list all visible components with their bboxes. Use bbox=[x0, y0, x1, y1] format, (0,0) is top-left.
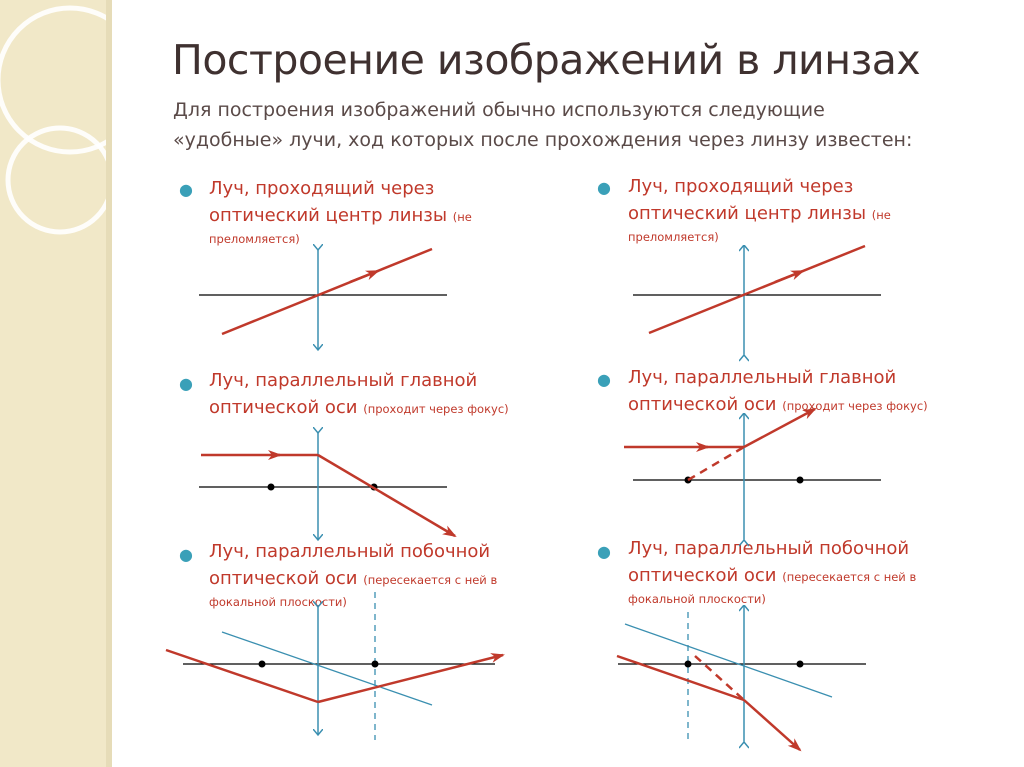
caption-line: оптический центр линзы bbox=[628, 203, 867, 224]
bullet-dot-icon: ● bbox=[179, 545, 193, 564]
caption-line: Луч, параллельный побочной bbox=[628, 538, 910, 559]
caption-note: (проходит через фокус) bbox=[782, 399, 928, 413]
caption-line: Луч, проходящий через bbox=[209, 178, 435, 199]
caption-note: фокальной плоскости) bbox=[209, 595, 347, 609]
bullet-dot-icon: ● bbox=[179, 374, 193, 393]
caption-line: Луч, проходящий через bbox=[628, 176, 854, 197]
focus-point bbox=[685, 661, 692, 668]
focus-point bbox=[259, 661, 266, 668]
caption-line: оптической оси bbox=[209, 397, 358, 418]
focus-point bbox=[797, 477, 804, 484]
ray-refracted bbox=[318, 455, 455, 536]
secondary-axis bbox=[222, 632, 432, 705]
intro-line-2: «удобные» лучи, ход которых после прохождения через линзу известен: bbox=[173, 129, 913, 151]
focus-point bbox=[268, 484, 275, 491]
caption-line: Луч, параллельный побочной bbox=[209, 541, 491, 562]
caption-note: преломляется) bbox=[209, 232, 300, 246]
caption-note: (не bbox=[871, 208, 891, 222]
caption-note: (не bbox=[452, 210, 472, 224]
ray-refracted bbox=[318, 655, 503, 702]
caption-line: оптический центр линзы bbox=[209, 205, 448, 226]
caption-note: (пересекается с ней в bbox=[363, 573, 498, 587]
ray bbox=[222, 249, 432, 334]
diagram-right-1 bbox=[633, 245, 881, 355]
caption-line: Луч, параллельный главной bbox=[209, 370, 478, 391]
ray-incident bbox=[617, 656, 744, 700]
ray bbox=[649, 246, 865, 333]
caption-note: (проходит через фокус) bbox=[363, 402, 509, 416]
bullet-dot-icon: ● bbox=[597, 178, 611, 197]
caption-note: фокальной плоскости) bbox=[628, 592, 766, 606]
diagram-right-2 bbox=[624, 409, 881, 540]
ray-arrow bbox=[350, 271, 378, 282]
caption-note: (пересекается с ней в bbox=[782, 570, 917, 584]
diagram-right-3 bbox=[617, 605, 866, 750]
caption-line: оптической оси bbox=[209, 568, 358, 589]
ray-refracted bbox=[744, 700, 800, 750]
ray-arrow bbox=[775, 271, 803, 282]
slide-title: Построение изображений в линзах bbox=[172, 36, 921, 84]
focus-point bbox=[372, 661, 379, 668]
diagram-left-1 bbox=[199, 249, 447, 350]
caption-line: оптической оси bbox=[628, 565, 777, 586]
caption-note: преломляется) bbox=[628, 230, 719, 244]
bullet-dot-icon: ● bbox=[597, 542, 611, 561]
bullet-dot-icon: ● bbox=[597, 370, 611, 389]
bullet-dot-icon: ● bbox=[179, 180, 193, 199]
intro-line-1: Для построения изображений обычно используются следующие bbox=[173, 99, 825, 121]
ray-extension-dashed bbox=[695, 656, 744, 700]
caption-line: Луч, параллельный главной bbox=[628, 367, 897, 388]
focus-point bbox=[797, 661, 804, 668]
diagram-left-2 bbox=[199, 433, 455, 540]
ray-extension-dashed bbox=[688, 447, 744, 480]
ray-refracted bbox=[744, 409, 815, 447]
diagram-left-3 bbox=[166, 592, 503, 740]
caption-line: оптической оси bbox=[628, 394, 777, 415]
